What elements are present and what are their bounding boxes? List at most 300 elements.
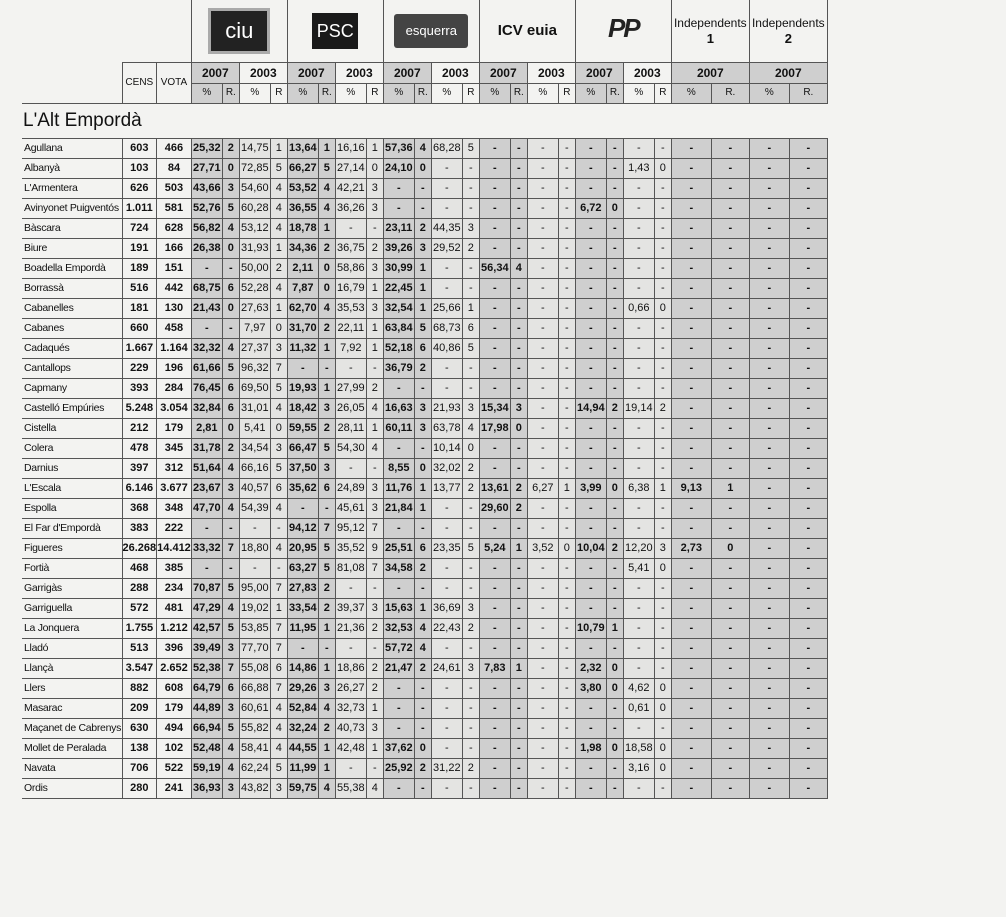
percent-value: -: [671, 718, 711, 738]
percent-value: -: [431, 358, 462, 378]
percent-value: 51,64: [191, 458, 222, 478]
seats-value: -: [558, 738, 575, 758]
year-2003-header: 2003: [431, 63, 479, 84]
seats-value: -: [654, 338, 671, 358]
seats-value: 7: [222, 538, 239, 558]
percent-value: -: [749, 238, 789, 258]
seats-value: -: [606, 258, 623, 278]
seats-value: -: [654, 718, 671, 738]
seats-value: 3: [222, 478, 239, 498]
percent-value: -: [671, 178, 711, 198]
municipality-name: Biure: [22, 238, 122, 258]
percent-value: 19,02: [239, 598, 270, 618]
percent-value: 55,08: [239, 658, 270, 678]
municipality-name: Lladó: [22, 638, 122, 658]
seats-value: -: [558, 158, 575, 178]
percent-value: 9,13: [671, 478, 711, 498]
percent-value: 24,10: [383, 158, 414, 178]
percent-value: -: [575, 578, 606, 598]
percent-value: -: [527, 618, 558, 638]
seats-value: -: [510, 738, 527, 758]
percent-value: -: [749, 218, 789, 238]
cens-value: 572: [122, 598, 157, 618]
percent-value: 32,73: [335, 698, 366, 718]
percent-value: -: [575, 718, 606, 738]
percent-value: -: [383, 178, 414, 198]
table-row: [22, 358, 827, 378]
seats-value: 1: [318, 378, 335, 398]
percent-value: -: [527, 638, 558, 658]
percent-value: 13,77: [431, 478, 462, 498]
seats-value: 2: [414, 658, 431, 678]
seats-value: 5: [270, 758, 287, 778]
seats-value: 4: [222, 758, 239, 778]
seats-header: R.: [222, 84, 239, 104]
seats-value: 2: [366, 378, 383, 398]
seats-value: -: [711, 438, 749, 458]
seats-value: -: [654, 578, 671, 598]
seats-value: 6: [414, 538, 431, 558]
seats-value: -: [558, 458, 575, 478]
independents-label: Independents: [751, 15, 825, 30]
seats-value: -: [654, 218, 671, 238]
percent-value: -: [575, 178, 606, 198]
seats-value: 4: [270, 498, 287, 518]
percent-value: 36,75: [335, 238, 366, 258]
seats-value: 1: [414, 298, 431, 318]
seats-value: 0: [606, 198, 623, 218]
seats-value: -: [789, 238, 827, 258]
seats-value: 7: [270, 678, 287, 698]
vota-value: 3.677: [157, 478, 192, 498]
seats-value: 2: [510, 498, 527, 518]
seats-value: -: [654, 198, 671, 218]
vota-value: 241: [157, 778, 192, 798]
cens-value: 209: [122, 698, 157, 718]
seats-value: 2: [654, 398, 671, 418]
percent-value: -: [749, 178, 789, 198]
seats-value: -: [510, 618, 527, 638]
seats-header: R.: [318, 84, 335, 104]
percent-value: -: [383, 698, 414, 718]
pp-logo: PP: [607, 13, 639, 43]
pct-header: %: [431, 84, 462, 104]
percent-value: 26,38: [191, 238, 222, 258]
percent-value: -: [623, 778, 654, 798]
seats-value: -: [558, 218, 575, 238]
seats-value: 1: [414, 598, 431, 618]
percent-value: 36,69: [431, 598, 462, 618]
cens-value: 478: [122, 438, 157, 458]
seats-value: -: [711, 218, 749, 238]
seats-value: 2: [414, 358, 431, 378]
percent-value: 10,79: [575, 618, 606, 638]
seats-value: 6: [222, 378, 239, 398]
table-row: [22, 138, 827, 158]
table-row: [22, 398, 827, 418]
seats-value: 0: [270, 318, 287, 338]
cens-value: 189: [122, 258, 157, 278]
table-row: [22, 438, 827, 458]
seats-value: 2: [222, 138, 239, 158]
seats-value: -: [558, 198, 575, 218]
percent-value: 19,93: [287, 378, 318, 398]
seats-value: -: [711, 498, 749, 518]
percent-value: -: [749, 618, 789, 638]
percent-value: -: [527, 438, 558, 458]
percent-value: 16,63: [383, 398, 414, 418]
percent-value: -: [431, 498, 462, 518]
percent-value: 7,92: [335, 338, 366, 358]
percent-value: -: [431, 558, 462, 578]
seats-value: -: [366, 218, 383, 238]
seats-value: 0: [414, 158, 431, 178]
percent-value: -: [479, 618, 510, 638]
cens-value: 368: [122, 498, 157, 518]
seats-value: -: [318, 358, 335, 378]
percent-value: -: [527, 718, 558, 738]
vota-value: 385: [157, 558, 192, 578]
seats-value: 5: [414, 318, 431, 338]
percent-value: -: [431, 678, 462, 698]
table-row: [22, 198, 827, 218]
seats-value: -: [711, 198, 749, 218]
seats-value: -: [789, 158, 827, 178]
region-title: L'Alt Empordà: [22, 103, 827, 138]
percent-value: -: [191, 558, 222, 578]
percent-value: 35,62: [287, 478, 318, 498]
seats-value: -: [462, 158, 479, 178]
party-logo-cell: [191, 0, 287, 63]
seats-value: -: [711, 298, 749, 318]
seats-value: 1: [510, 658, 527, 678]
percent-value: -: [431, 198, 462, 218]
seats-value: -: [558, 698, 575, 718]
cens-value: 706: [122, 758, 157, 778]
percent-value: -: [527, 458, 558, 478]
seats-value: -: [789, 738, 827, 758]
percent-value: -: [575, 298, 606, 318]
percent-value: -: [623, 438, 654, 458]
seats-value: -: [318, 638, 335, 658]
seats-value: 3: [366, 478, 383, 498]
seats-value: 7: [270, 578, 287, 598]
percent-value: 31,22: [431, 758, 462, 778]
seats-value: -: [462, 258, 479, 278]
seats-value: -: [711, 318, 749, 338]
seats-value: 5: [222, 718, 239, 738]
year-2003-header: 2003: [527, 63, 575, 84]
vota-value: 2.652: [157, 658, 192, 678]
vota-value: 608: [157, 678, 192, 698]
percent-value: 60,28: [239, 198, 270, 218]
percent-value: -: [335, 358, 366, 378]
table-row: [22, 698, 827, 718]
percent-value: 39,26: [383, 238, 414, 258]
percent-value: 14,94: [575, 398, 606, 418]
seats-value: -: [510, 298, 527, 318]
seats-value: 6: [222, 278, 239, 298]
seats-header: R: [366, 84, 383, 104]
year-2003-header: 2003: [623, 63, 671, 84]
seats-header: R: [558, 84, 575, 104]
seats-value: -: [510, 578, 527, 598]
percent-value: -: [671, 258, 711, 278]
percent-value: 59,19: [191, 758, 222, 778]
seats-value: -: [606, 338, 623, 358]
seats-value: -: [711, 678, 749, 698]
seats-value: 5: [462, 338, 479, 358]
percent-value: -: [671, 578, 711, 598]
seats-value: -: [510, 438, 527, 458]
seats-value: 0: [654, 698, 671, 718]
seats-value: -: [789, 598, 827, 618]
percent-value: -: [383, 198, 414, 218]
percent-value: 27,14: [335, 158, 366, 178]
percent-value: -: [479, 738, 510, 758]
seats-value: -: [654, 238, 671, 258]
seats-header: R.: [789, 84, 827, 104]
cens-value: 191: [122, 238, 157, 258]
independents-header: [749, 0, 827, 63]
seats-value: -: [510, 138, 527, 158]
percent-value: 53,85: [239, 618, 270, 638]
percent-value: -: [287, 638, 318, 658]
seats-value: 0: [414, 458, 431, 478]
percent-value: 53,52: [287, 178, 318, 198]
seats-value: 6: [414, 338, 431, 358]
vota-value: 179: [157, 698, 192, 718]
percent-value: 60,61: [239, 698, 270, 718]
seats-value: 4: [318, 198, 335, 218]
table-row: [22, 258, 827, 278]
seats-value: 2: [318, 318, 335, 338]
seats-value: 1: [606, 618, 623, 638]
seats-value: 6: [318, 478, 335, 498]
percent-value: -: [749, 478, 789, 498]
percent-value: 27,63: [239, 298, 270, 318]
seats-value: -: [789, 298, 827, 318]
percent-value: -: [749, 638, 789, 658]
cens-value: 393: [122, 378, 157, 398]
seats-header: R.: [711, 84, 749, 104]
pct-header: %: [383, 84, 414, 104]
percent-value: 52,76: [191, 198, 222, 218]
seats-value: -: [462, 558, 479, 578]
year-2007-header: 2007: [749, 63, 827, 84]
seats-value: 2: [366, 658, 383, 678]
seats-value: 4: [366, 778, 383, 798]
percent-value: 18,42: [287, 398, 318, 418]
percent-value: -: [479, 218, 510, 238]
percent-value: 23,11: [383, 218, 414, 238]
seats-value: 1: [510, 538, 527, 558]
seats-value: 0: [558, 538, 575, 558]
seats-value: 0: [222, 418, 239, 438]
percent-value: -: [431, 738, 462, 758]
seats-value: 6: [270, 658, 287, 678]
seats-value: 0: [366, 158, 383, 178]
percent-value: -: [671, 698, 711, 718]
election-results-table: [22, 0, 828, 799]
percent-value: 31,93: [239, 238, 270, 258]
seats-value: -: [789, 258, 827, 278]
municipality-name: L'Armentera: [22, 178, 122, 198]
percent-value: 6,72: [575, 198, 606, 218]
percent-value: -: [623, 638, 654, 658]
percent-value: 56,82: [191, 218, 222, 238]
percent-value: 22,11: [335, 318, 366, 338]
percent-value: 45,61: [335, 498, 366, 518]
percent-value: -: [671, 758, 711, 778]
percent-value: -: [671, 658, 711, 678]
municipality-name: Avinyonet Puigventós: [22, 198, 122, 218]
percent-value: 52,18: [383, 338, 414, 358]
seats-value: -: [654, 378, 671, 398]
seats-value: -: [711, 398, 749, 418]
vota-value: 481: [157, 598, 192, 618]
seats-value: 1: [270, 298, 287, 318]
seats-value: -: [711, 338, 749, 358]
vota-value: 284: [157, 378, 192, 398]
seats-value: -: [711, 638, 749, 658]
seats-value: -: [654, 318, 671, 338]
seats-value: -: [711, 518, 749, 538]
seats-value: -: [789, 698, 827, 718]
vota-value: 312: [157, 458, 192, 478]
vota-value: 196: [157, 358, 192, 378]
seats-value: 2: [462, 758, 479, 778]
percent-value: -: [575, 458, 606, 478]
seats-value: -: [366, 758, 383, 778]
seats-value: 6: [222, 398, 239, 418]
seats-value: -: [711, 738, 749, 758]
percent-value: -: [479, 318, 510, 338]
seats-value: -: [558, 338, 575, 358]
seats-value: -: [711, 758, 749, 778]
seats-value: 7: [270, 358, 287, 378]
seats-value: -: [318, 498, 335, 518]
cens-value: 229: [122, 358, 157, 378]
percent-value: -: [431, 158, 462, 178]
municipality-name: Mollet de Peralada: [22, 738, 122, 758]
percent-value: 3,99: [575, 478, 606, 498]
seats-value: 3: [366, 598, 383, 618]
table-row: [22, 578, 827, 598]
percent-value: 16,16: [335, 138, 366, 158]
percent-value: 70,87: [191, 578, 222, 598]
percent-value: -: [575, 318, 606, 338]
percent-value: -: [749, 258, 789, 278]
percent-value: -: [671, 378, 711, 398]
cens-value: 212: [122, 418, 157, 438]
table-row: [22, 278, 827, 298]
percent-value: -: [191, 258, 222, 278]
seats-value: 1: [318, 658, 335, 678]
percent-value: 42,57: [191, 618, 222, 638]
seats-value: -: [606, 438, 623, 458]
seats-value: -: [510, 698, 527, 718]
percent-value: -: [383, 378, 414, 398]
percent-value: 7,97: [239, 318, 270, 338]
seats-value: 3: [270, 778, 287, 798]
seats-value: 0: [654, 738, 671, 758]
seats-value: 0: [510, 418, 527, 438]
seats-value: 1: [366, 278, 383, 298]
percent-value: -: [527, 158, 558, 178]
percent-value: 1,98: [575, 738, 606, 758]
percent-value: 14,75: [239, 138, 270, 158]
seats-value: -: [606, 458, 623, 478]
seats-value: 3: [222, 778, 239, 798]
table-row: [22, 678, 827, 698]
seats-value: -: [558, 578, 575, 598]
seats-value: 3: [462, 398, 479, 418]
municipality-name: Masarac: [22, 698, 122, 718]
percent-value: -: [671, 318, 711, 338]
seats-value: -: [558, 558, 575, 578]
percent-value: 11,32: [287, 338, 318, 358]
municipality-name: Borrassà: [22, 278, 122, 298]
percent-value: 18,86: [335, 658, 366, 678]
seats-value: 2: [318, 578, 335, 598]
seats-value: 0: [318, 258, 335, 278]
seats-value: 3: [366, 498, 383, 518]
percent-value: -: [383, 518, 414, 538]
percent-value: 58,41: [239, 738, 270, 758]
percent-value: 6,27: [527, 478, 558, 498]
seats-value: 1: [414, 478, 431, 498]
seats-value: 5: [270, 378, 287, 398]
seats-value: 2: [318, 598, 335, 618]
seats-value: 5: [222, 578, 239, 598]
percent-value: -: [527, 258, 558, 278]
seats-value: 0: [711, 538, 749, 558]
municipality-name: Ordis: [22, 778, 122, 798]
seats-header: R.: [414, 84, 431, 104]
municipality-name: Bàscara: [22, 218, 122, 238]
percent-value: -: [527, 298, 558, 318]
cens-value: 3.547: [122, 658, 157, 678]
seats-value: 0: [270, 418, 287, 438]
pct-header: %: [287, 84, 318, 104]
table-row: [22, 158, 827, 178]
seats-value: 0: [654, 558, 671, 578]
seats-value: -: [510, 458, 527, 478]
vota-value: 1.164: [157, 338, 192, 358]
percent-value: 22,43: [431, 618, 462, 638]
municipality-name: Capmany: [22, 378, 122, 398]
seats-value: 2: [462, 458, 479, 478]
seats-value: -: [789, 778, 827, 798]
percent-value: -: [575, 238, 606, 258]
ciu-logo: ciu: [208, 8, 270, 54]
seats-value: -: [789, 558, 827, 578]
pct-header: %: [749, 84, 789, 104]
seats-value: -: [789, 318, 827, 338]
percent-value: 32,02: [431, 458, 462, 478]
seats-value: 1: [318, 218, 335, 238]
percent-value: -: [575, 418, 606, 438]
percent-value: -: [527, 398, 558, 418]
seats-value: 5: [270, 458, 287, 478]
percent-value: -: [479, 518, 510, 538]
percent-value: 44,89: [191, 698, 222, 718]
independents-number-text: 1: [706, 30, 714, 46]
party-logo-cell: [479, 0, 575, 63]
seats-value: 1: [318, 758, 335, 778]
municipality-name: Garriguella: [22, 598, 122, 618]
